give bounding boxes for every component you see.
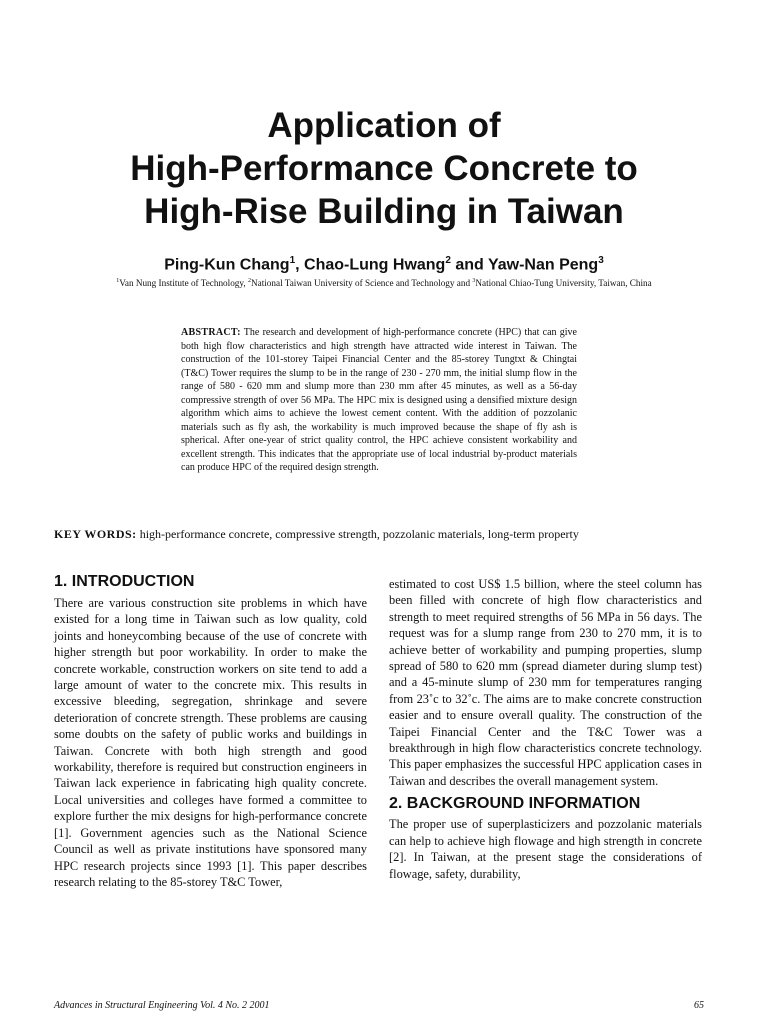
journal-footer: Advances in Structural Engineering Vol. 4 No. 2 2001 [54,1000,270,1011]
introduction-continued-paragraph: estimated to cost US$ 1.5 billion, where the steel column has been filled with concrete of high flow characteristics and strength to meet required strengths of 56 MPa in 56 days. The request was for a slump range from 230 to 270 mm, it is to achieve better of workability and pumping properties, slump spread of 580 to 620 mm (spread diameter during slump test) and a 45-minute slump of 230 mm for temperatures ranging from 23˚c to 32˚c. The aims are to make concrete construction easier and to ensure overall quality. The construction of the Taipei Financial Center and the T&C Tower was a breakthrough in high flow characteristics concrete technology. This paper emphasizes the successful HPC application cases in Taiwan and describes the overall management system. [389,577,702,788]
author-separator: , [295,256,305,274]
introduction-heading: 1. INTRODUCTION [54,573,195,590]
background-heading: 2. BACKGROUND INFORMATION [389,795,641,813]
affiliations [0,278,768,288]
abstract-label: ABSTRACT: [181,327,241,338]
affiliation-2-sup: 2 [247,278,251,284]
keywords-label: KEY WORDS: [54,527,137,541]
affiliation-3: National Chiao-Tung University, Taiwan, China [475,278,652,289]
paper-title [0,104,768,233]
author-3-sup: 3 [598,255,604,266]
author-2: Chao-Lung Hwang [304,256,446,274]
introduction-paragraph: There are various construction site problems in which have existed for a long time in Taiwan such as low quality, cold joints and honeycombing because of the use of concrete with higher strength but poor workability. In order to make the concrete workable, construction workers on site tend to add a large amount of water to the concrete mix. This results in excessive bleeding, segregation, shrinkage and severe deterioration of concrete strength. These problems are causing some doubts on the safety of public works and buildings in Taiwan. Concrete with both high strength and good workability, therefore is required but construction engineers in Taiwan lack experience in fabricating high quality concrete. Local universities and colleges have formed a committee to explore further the mix designs for high-performance concrete [1]. Government agencies such as the National Science Council as well as private institutions have sponsored many HPC research projects since 1993 [1]. This paper describes research relating to the 85-storey T&C Tower, [54,596,367,889]
background-paragraph: The proper use of superplasticizers and pozzolanic materials can help to achieve high flowage and high strength in concrete [2]. In Taiwan, at the present stage the considerations of flowage, safety, durability, [389,817,702,881]
affiliation-3-sup: 3 [472,278,476,284]
title-line-1: Application of [267,106,501,145]
affiliation-1-sup: 1 [116,278,120,284]
abstract [181,326,577,475]
author-2-sup: 2 [445,255,451,266]
title-line-3: High-Rise Building in Taiwan [144,192,624,231]
author-1: Ping-Kun Chang [164,256,290,274]
page-number: 65 [694,1000,704,1011]
author-1-sup: 1 [289,255,296,266]
title-line-2: High-Performance Concrete to [130,149,638,188]
affiliation-1: Van Nung Institute of Technology, [119,278,248,289]
author-3: Yaw-Nan Peng [487,256,599,274]
left-column [54,573,367,890]
right-column [389,573,702,882]
author-separator: and [450,256,488,274]
author-list [0,255,768,274]
keywords-text: high-performance concrete, compressive strength, pozzolanic materials, long-term property [139,527,579,541]
affiliation-2: National Taiwan University of Science and Technology and [250,278,473,289]
abstract-text: The research and development of high-performance concrete (HPC) that can give both high flow characteristics and high strength have attracted wide interest in Taiwan. The construction of the 101-storey Taipei Financial Center and the 85-storey Tungtxt & Chingtai (T&C) Tower requires the slump to be in the range of 230 - 270 mm, the initial slump flow in the range of 580 - 620 mm and slump more than 230 mm after 45 minutes, as well as a 56-day compressive strength of over 56 MPa. The HPC mix is designed using a densified mixture design algorithm which aims to achieve the lowest cement content. With the addition of pozzolanic materials such as fly ash, the workability is much improved because the shape of fly ash is spherical. After one-year of strict quality control, the HPC achieve consistent workability and excellent strength. This indicates that the appropriate use of local industrial by-product materials can produce HPC of the required design strength. [181,327,577,473]
keywords [54,527,734,542]
